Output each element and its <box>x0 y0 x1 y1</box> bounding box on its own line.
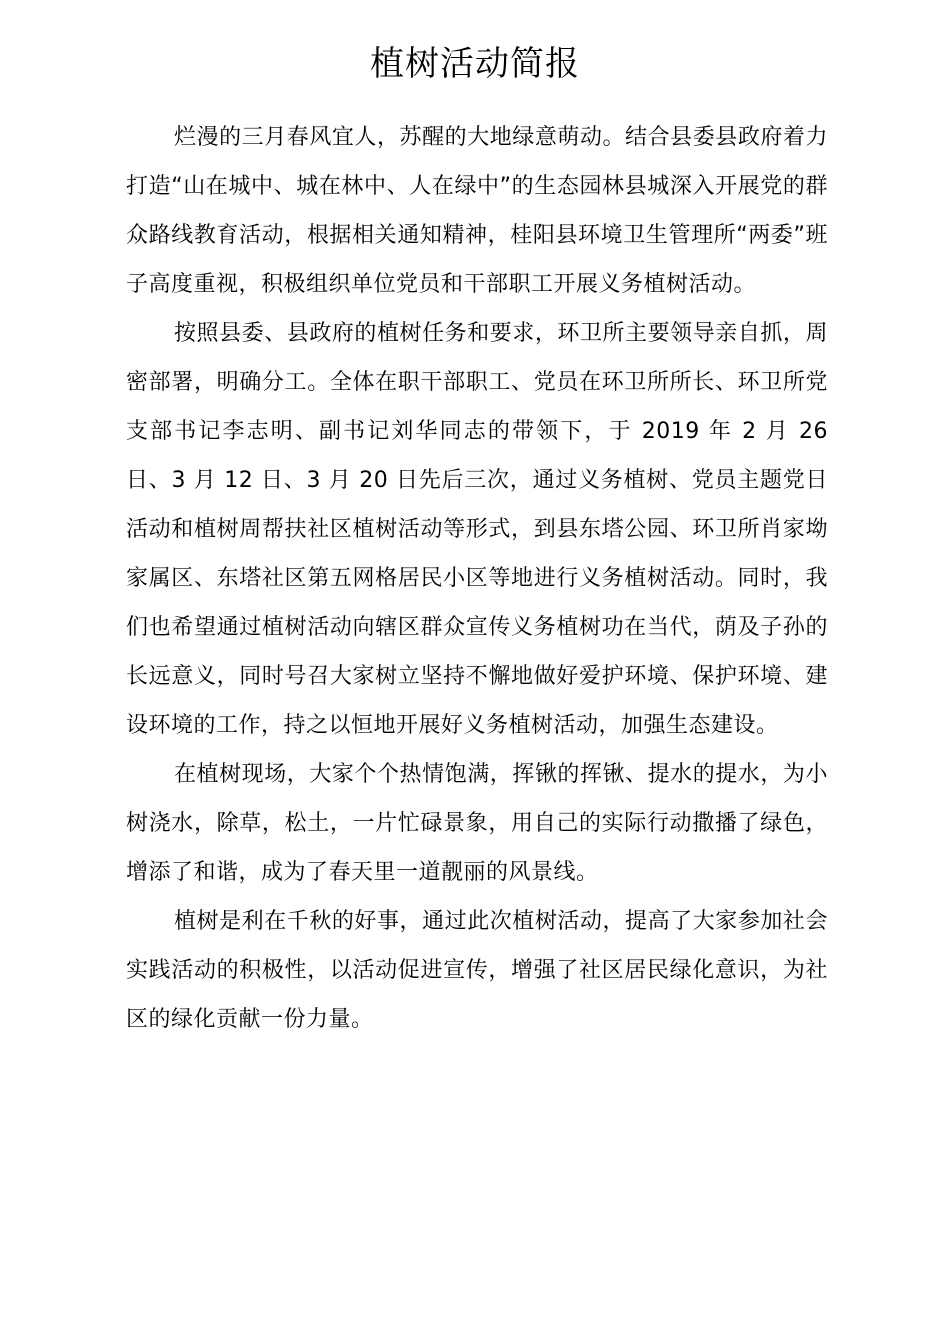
paragraph-4: 植树是利在千秋的好事，通过此次植树活动，提高了大家参加社会实践活动的积极性，以活动促进宣传，增强了社区居民绿化意识，为社区的绿化贡献一份力量。 <box>126 909 828 1032</box>
document-title: 植树活动简报 <box>370 44 580 84</box>
paragraph-1: 烂漫的三月春风宜人，苏醒的大地绿意萌动。结合县委县政府着力打造“山在城中、城在林中、人在绿中”的生态园林县城深入开展党的群众路线教育活动，根据相关通知精神，桂阳县环境卫生管理所“两委”班子高度重视，积极组织单位党员和干部职工开展义务植树活动。 <box>126 125 828 297</box>
paragraph-3: 在植树现场，大家个个热情饱满，挥锹的挥锹、提水的提水，为小树浇水，除草，松土，一片忙碌景象，用自己的实际行动撒播了绿色，增添了和谐，成为了春天里一道靓丽的风景线。 <box>126 762 828 885</box>
paragraph-2: 按照县委、县政府的植树任务和要求，环卫所主要领导亲自抓，周密部署，明确分工。全体在职干部职工、党员在环卫所所长、环卫所党支部书记李志明、副书记刘华同志的带领下，于 2019 年 2 月 26 日、3 月 12 日、3 月 20 日先后三次，通过义务植树、党员主题党日活动和植树周帮扶社区植树活动等形式，到县东塔公园、环卫所肖家坳家属区、东塔社区第五网格居民小区等地进行义务植树活动。同时，我们也希望通过植树活动向辖区群众宣传义务植树功在当代，荫及子孙的长远意义，同时号召大家树立坚持不懈地做好爱护环境、保护环境、建设环境的工作，持之以恒地开展好义务植树活动，加强生态建设。 <box>126 321 828 738</box>
document-body <box>126 113 828 1044</box>
